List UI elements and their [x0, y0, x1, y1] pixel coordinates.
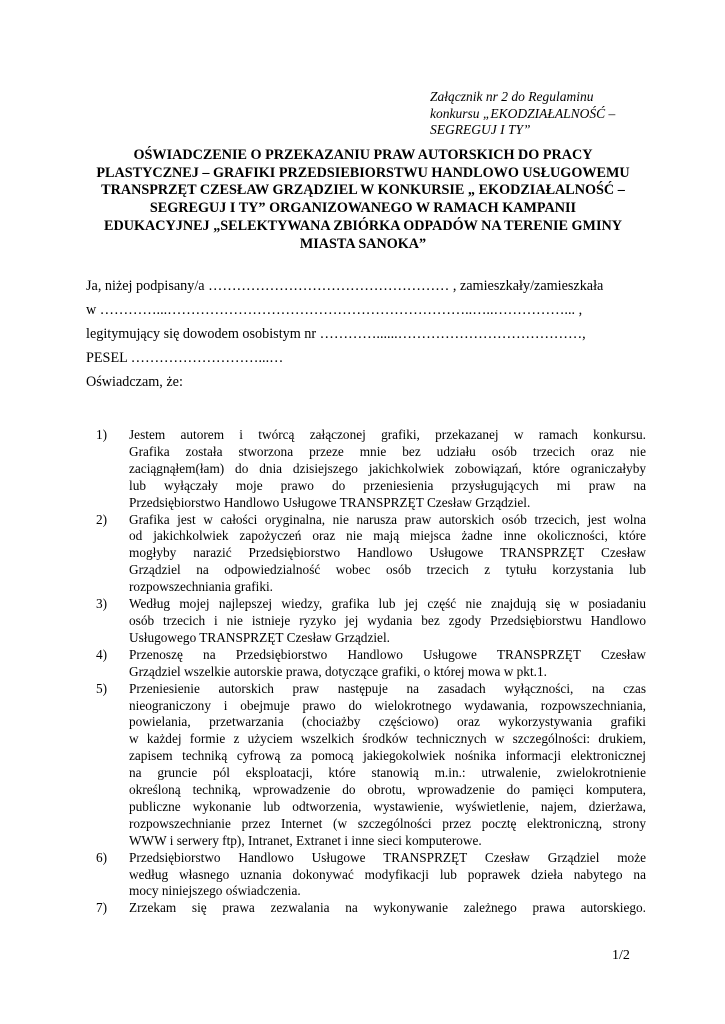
item-number-label: 4) — [96, 646, 108, 662]
declaration-item — [86, 681, 646, 850]
item-number — [86, 681, 129, 850]
title-line: MIASTA SANOKA” — [299, 235, 427, 252]
item-number-label: 5) — [96, 680, 108, 696]
item-text — [129, 512, 646, 597]
item-text-line: od jakichkolwiek zapożyczeń oraz nie mają miejsca żadne inne okoliczności, które — [129, 528, 646, 544]
pesel-field-line: PESEL ………………………...… — [86, 350, 284, 366]
item-text — [129, 647, 646, 681]
item-number-label: 1) — [96, 427, 108, 442]
name-field-line: Ja, niżej podpisany/a …………………………………………… , zamieszkały/zamieszkała — [86, 278, 604, 294]
declaration-item — [86, 596, 646, 647]
item-text-line: osób trzecich i nie istnieje ryzyko jej wydania bez zgody Przedsiębiorstwu Handlowo — [129, 612, 646, 628]
item-text-line: mogłyby narazić Przedsiębiorstwo Handlowo Usługowe TRANSPRZĘT Czesław — [129, 545, 646, 561]
declaration-item — [86, 427, 646, 512]
item-text-line: Przeniesienie autorskich praw następuje na zasadach wyłączności, na czas — [129, 680, 646, 696]
item-text-line: rozpowszechniania grafiki. — [129, 579, 273, 595]
item-text — [129, 681, 646, 850]
item-text-line: Jestem autorem i twórcą załączonej grafiki, przekazanej w ramach konkursu. — [129, 427, 646, 442]
item-number — [86, 647, 129, 681]
item-text-line: według własnego uznania dokonywać modyfikacji lub poprawek dzieła nabytego na — [129, 866, 646, 882]
item-text-line: rozpowszechnianie przez Internet (w szczególności przez pocztę elektroniczną, strony — [129, 815, 646, 831]
item-text-line: Grządziel na odpowiedzialność wobec osób trzecich z tytułu korzystania lub — [129, 562, 646, 578]
document-title — [80, 147, 646, 253]
item-text-line: w każdej formie z użyciem wszelkich środków technicznych w szczególności: drukiem, — [129, 731, 646, 747]
item-number-label: 3) — [96, 596, 108, 612]
item-text — [129, 427, 646, 512]
declaration-item — [86, 512, 646, 597]
item-text — [129, 850, 646, 901]
personal-data-fields — [86, 274, 646, 394]
item-number — [86, 900, 129, 917]
item-text-line: Grafika jest w całości oryginalna, nie narusza praw autorskich osób trzecich, jest wolna — [129, 511, 646, 527]
declaration-intro: Oświadczam, że: — [86, 374, 183, 390]
item-number-label: 7) — [96, 900, 108, 916]
title-line: EDUKACYJNEJ „SELEKTYWANA ZBIÓRKA ODPADÓW NA TERENIE GMINY — [104, 217, 622, 234]
item-text-line: określoną techniką, wprowadzenie do obrotu, wprowadzenie do pamięci komputera, — [129, 782, 646, 798]
annex-line: SEGREGUJ I TY” — [430, 122, 531, 137]
annex-note — [430, 89, 650, 139]
item-text — [129, 596, 646, 647]
address-field-line: w …………...………………………………………………………..…..……………... , — [86, 302, 583, 318]
item-text-line: zapisem techniką cyfrową za pomocą jakiegokolwiek nośnika informacji elektronicznej — [129, 748, 646, 764]
declaration-item — [86, 647, 646, 681]
title-line: SEGREGUJ I TY” ORGANIZOWANEGO W RAMACH KAMPANII — [149, 200, 577, 217]
item-text-line: Usługowego TRANSPRZĘT Czesław Grządziel. — [129, 629, 390, 645]
id-field-line: legitymujący się dowodem osobistym nr …………......…………………………………, — [86, 326, 586, 342]
item-text-line: Grządziel wszelkie autorskie prawa, dotyczące grafiki, o której mowa w pkt.1. — [129, 663, 547, 679]
declaration-list — [86, 427, 646, 917]
item-text — [129, 900, 646, 917]
item-number — [86, 512, 129, 597]
page-number: 1/2 — [612, 948, 630, 963]
annex-line: konkursu „EKODZIAŁALNOŚĆ – — [430, 105, 616, 121]
item-text-line: WWW i serwery ftp), Intranet, Extranet i inne sieci komputerowe. — [129, 832, 482, 848]
title-line: PLASTYCZNEJ – GRAFIKI PRZEDSIEBIORSTWU HANDLOWO USŁUGOWEMU — [96, 164, 630, 181]
item-text-line: Według mojej najlepszej wiedzy, grafika lub jej część nie znajdują się w posiadaniu — [129, 596, 646, 612]
item-text-line: Przedsiębiorstwo Handlowo Usługowe TRANSPRZĘT Czesław Grządziel może — [129, 849, 646, 865]
declaration-item — [86, 850, 646, 901]
item-text-line: publiczne wykonanie lub odtworzenia, wystawienie, wyświetlenie, najem, dzierżawa, — [129, 798, 646, 814]
item-text-line: powielania, przetwarzania (chociażby częściowo) oraz wykorzystywania grafiki — [129, 714, 646, 730]
title-line: OŚWIADCZENIE O PRZEKAZANIU PRAW AUTORSKICH DO PRACY — [133, 147, 593, 163]
item-number — [86, 427, 129, 512]
item-text-line: lub wyłączały moje prawo do przeniesienia przysługujących mi praw na — [129, 477, 646, 493]
item-text-line: Przedsiębiorstwo Handlowo Usługowe TRANSPRZĘT Czesław Grządziel. — [129, 494, 531, 510]
item-text-line: Grafika została stworzona przeze mnie bez udziału osób trzecich oraz nie — [129, 443, 646, 459]
item-number — [86, 850, 129, 901]
item-number-label: 6) — [96, 849, 108, 865]
item-text-line: Zrzekam się prawa zezwalania na wykonywanie zależnego prawa autorskiego. — [129, 900, 646, 916]
item-text-line: mocy niniejszego oświadczenia. — [129, 883, 301, 899]
title-line: TRANSPRZĘT CZESŁAW GRZĄDZIEL W KONKURSIE „ EKODZIAŁALNOŚĆ – — [101, 182, 625, 199]
annex-line: Załącznik nr 2 do Regulaminu — [430, 89, 594, 104]
item-text-line: nieograniczony i obejmuje prawo do wielokrotnego wydawania, rozpowszechniania, — [129, 697, 646, 713]
item-text-line: Przenoszę na Przedsiębiorstwo Handlowo Usługowe TRANSPRZĘT Czesław — [129, 646, 646, 662]
item-number-label: 2) — [96, 511, 108, 527]
item-number — [86, 596, 129, 647]
item-text-line: zaciągnąłem(łam) do dnia dzisiejszego jakichkolwiek zobowiązań, które ograniczałyby — [129, 460, 646, 476]
declaration-item — [86, 900, 646, 917]
item-text-line: na gruncie pól eksploatacji, które stanowią m.in.: utrwalenie, zwielokrotnienie — [129, 765, 646, 781]
